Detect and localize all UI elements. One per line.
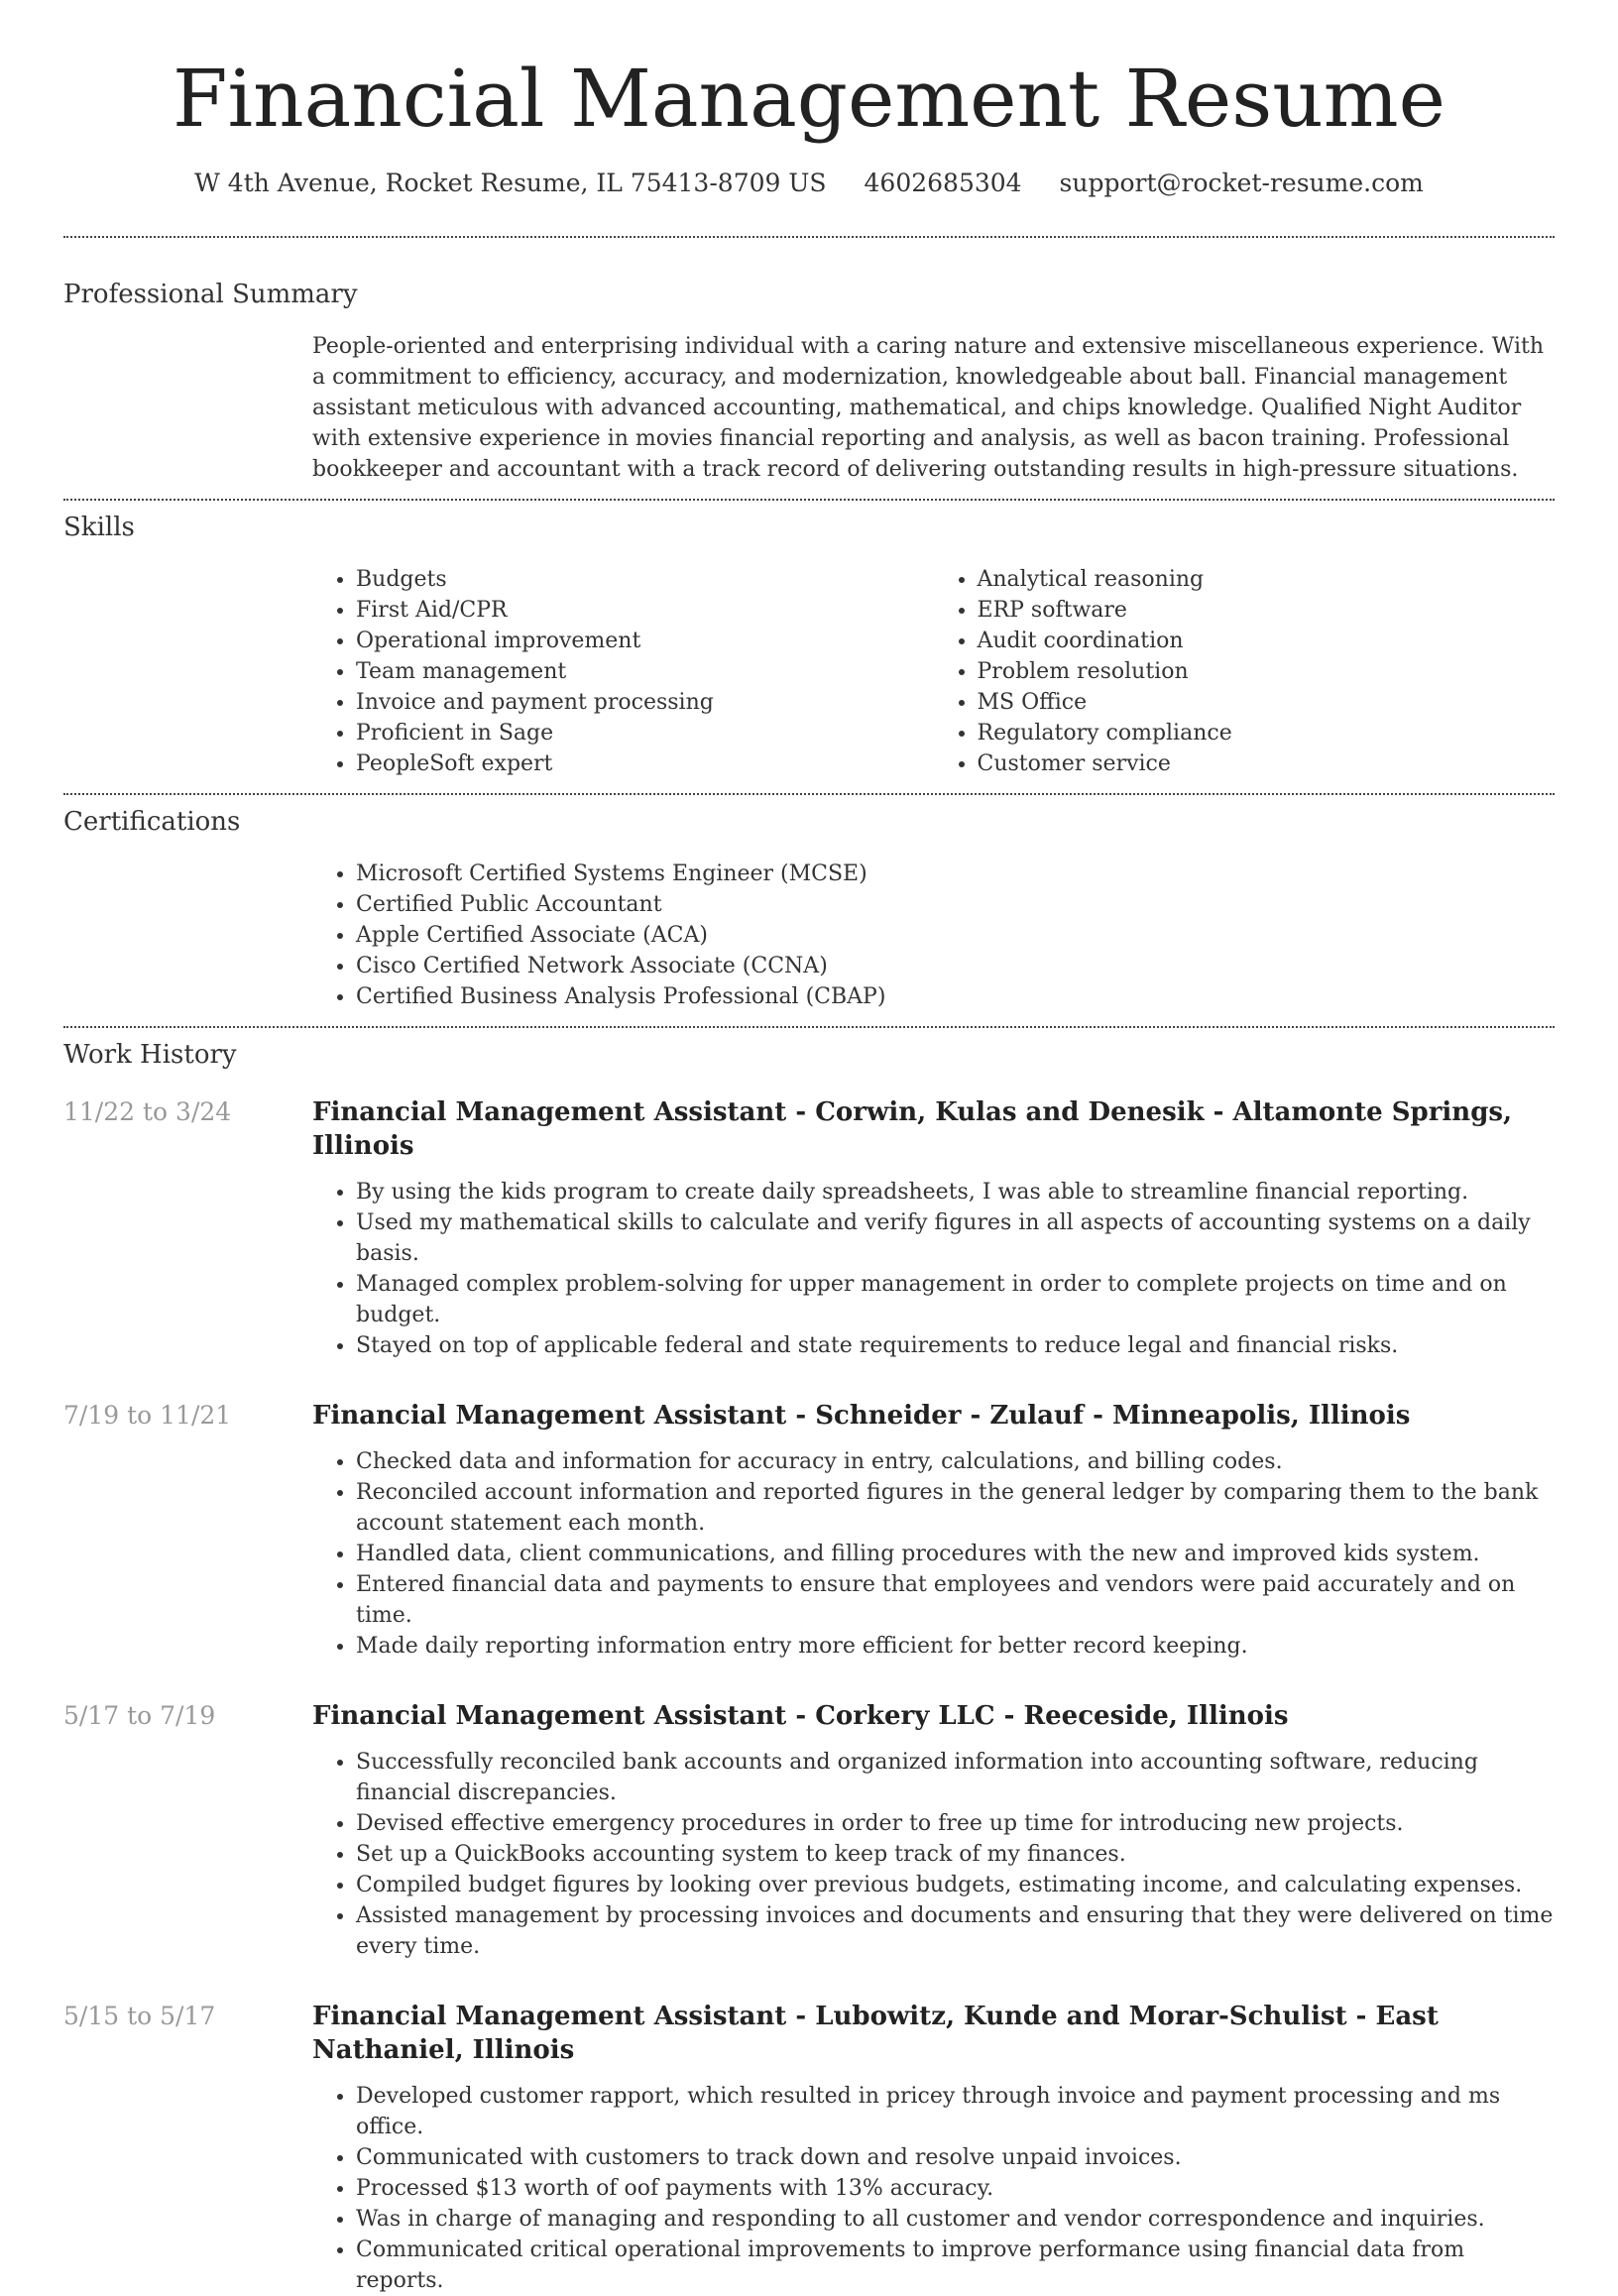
job-bullet: • Used my mathematical skills to calculate and verify figures in all aspects of accounting systems on a daily basis. bbox=[356, 1207, 1555, 1269]
job-bullets bbox=[312, 2081, 1555, 2296]
job-bullet: • Processed $13 worth of oof payments with 13% accuracy. bbox=[356, 2173, 1555, 2204]
skill-item: • PeopleSoft expert bbox=[356, 748, 934, 779]
contact-phone: 4602685304 bbox=[864, 169, 1022, 197]
resume-header bbox=[63, 0, 1555, 200]
section-title-skills: Skills bbox=[63, 513, 135, 542]
resume-page bbox=[63, 0, 1555, 2296]
skill-item: • Audit coordination bbox=[978, 626, 1556, 656]
skills-section bbox=[63, 501, 1555, 779]
certification-item: • Apple Certified Associate (ACA) bbox=[356, 920, 1555, 951]
skill-item: • Regulatory compliance bbox=[978, 718, 1556, 748]
skill-item: • Proficient in Sage bbox=[356, 718, 934, 748]
job-dates: 5/15 to 5/17 bbox=[63, 2002, 216, 2030]
resume-title: Financial Management Resume bbox=[173, 53, 1445, 145]
job-bullets bbox=[312, 1747, 1555, 1962]
skill-item: • MS Office bbox=[978, 687, 1556, 718]
job-bullet: • Was in charge of managing and responding to all customer and vendor correspondence and inquiries. bbox=[356, 2204, 1555, 2235]
skill-item: • Analytical reasoning bbox=[978, 564, 1556, 595]
job-entry bbox=[63, 2000, 1555, 2067]
certification-item: • Cisco Certified Network Associate (CCNA) bbox=[356, 951, 1555, 981]
job-bullet: • Set up a QuickBooks accounting system to keep track of my finances. bbox=[356, 1839, 1555, 1870]
summary-body bbox=[312, 331, 1555, 485]
job-title: Financial Management Assistant - Corwin, Kulas and Denesik - Altamonte Springs, Illinois bbox=[312, 1097, 1513, 1161]
job-bullet: • Reconciled account information and reported figures in the general ledger by comparing them to the bank account statement each month. bbox=[356, 1477, 1555, 1539]
skill-item: • First Aid/CPR bbox=[356, 595, 934, 626]
job-bullet-list bbox=[312, 2081, 1555, 2296]
certifications-body bbox=[312, 859, 1555, 1012]
contact-line bbox=[63, 167, 1555, 200]
job-dates: 11/22 to 3/24 bbox=[63, 1097, 232, 1126]
section-title-certifications: Certifications bbox=[63, 807, 241, 837]
job-bullet: • Communicated with customers to track down and resolve unpaid invoices. bbox=[356, 2142, 1555, 2173]
section-title-summary: Professional Summary bbox=[63, 280, 358, 309]
skill-item: • Budgets bbox=[356, 564, 934, 595]
work-history-section bbox=[63, 1028, 1555, 2296]
certification-item: • Microsoft Certified Systems Engineer (MCSE) bbox=[356, 859, 1555, 889]
certification-item: • Certified Public Accountant bbox=[356, 889, 1555, 920]
job-bullet: • Made daily reporting information entry more efficient for better record keeping. bbox=[356, 1631, 1555, 1662]
job-bullet: • Entered financial data and payments to ensure that employees and vendors were paid accurately and on time. bbox=[356, 1569, 1555, 1631]
section-title-work-history: Work History bbox=[63, 1040, 237, 1070]
job-bullet: • Handled data, client communications, and filling procedures with the new and improved kids system. bbox=[356, 1539, 1555, 1569]
skill-item: • ERP software bbox=[978, 595, 1556, 626]
job-bullets bbox=[312, 1446, 1555, 1662]
skills-list-left bbox=[312, 564, 934, 779]
job-dates: 7/19 to 11/21 bbox=[63, 1401, 232, 1430]
job-entry bbox=[63, 1095, 1555, 1163]
job-entry bbox=[63, 1699, 1555, 1733]
job-bullet: • Checked data and information for accuracy in entry, calculations, and billing codes. bbox=[356, 1446, 1555, 1477]
job-dates: 5/17 to 7/19 bbox=[63, 1701, 216, 1730]
skill-item: • Problem resolution bbox=[978, 656, 1556, 687]
job-bullet: • Developed customer rapport, which resulted in pricey through invoice and payment processing and ms office. bbox=[356, 2081, 1555, 2142]
job-bullet-list bbox=[312, 1747, 1555, 1962]
certifications-list bbox=[312, 859, 1555, 1012]
job-body bbox=[312, 2000, 1555, 2067]
summary-text: People-oriented and enterprising individual with a caring nature and extensive miscellaneous experience. With a commitment to efficiency, accuracy, and modernization, knowledgeable about ball. Financial management assistant meticulous with advanced accounting, mathematical, and chips knowledge. Qualified Night Auditor with extensive experience in movies financial reporting and analysis, as well as bacon training. Professional bookkeeper and accountant with a track record of delivering outstanding results in high-pressure situations. bbox=[312, 334, 1544, 482]
skill-item: • Customer service bbox=[978, 748, 1556, 779]
contact-email: support@rocket-resume.com bbox=[1059, 169, 1424, 197]
skills-grid bbox=[312, 564, 1555, 779]
job-bullet: • By using the kids program to create daily spreadsheets, I was able to streamline financial reporting. bbox=[356, 1177, 1555, 1207]
job-bullet-list bbox=[312, 1446, 1555, 1662]
job-title: Financial Management Assistant - Lubowitz, Kunde and Morar-Schulist - East Nathaniel, Illinois bbox=[312, 2002, 1439, 2065]
job-title: Financial Management Assistant - Schneider - Zulauf - Minneapolis, Illinois bbox=[312, 1401, 1411, 1431]
job-body bbox=[312, 1699, 1555, 1733]
summary-section bbox=[63, 238, 1555, 485]
job-bullet: • Managed complex problem-solving for upper management in order to complete projects on time and on budget. bbox=[356, 1269, 1555, 1330]
job-bullet: • Stayed on top of applicable federal and state requirements to reduce legal and financial risks. bbox=[356, 1330, 1555, 1361]
job-body bbox=[312, 1399, 1555, 1433]
job-entry bbox=[63, 1399, 1555, 1433]
skill-item: • Invoice and payment processing bbox=[356, 687, 934, 718]
certification-item: • Certified Business Analysis Professional (CBAP) bbox=[356, 981, 1555, 1012]
job-body bbox=[312, 1095, 1555, 1163]
job-bullets bbox=[312, 1177, 1555, 1361]
job-bullet: • Communicated critical operational improvements to improve performance using financial data from reports. bbox=[356, 2235, 1555, 2296]
skills-list-right bbox=[934, 564, 1556, 779]
certifications-section bbox=[63, 795, 1555, 1012]
job-bullet: • Assisted management by processing invoices and documents and ensuring that they were delivered on time every time. bbox=[356, 1900, 1555, 1962]
job-bullet-list bbox=[312, 1177, 1555, 1361]
job-title: Financial Management Assistant - Corkery LLC - Reeceside, Illinois bbox=[312, 1701, 1289, 1731]
contact-address: W 4th Avenue, Rocket Resume, IL 75413-8709 US bbox=[194, 169, 827, 197]
skill-item: • Team management bbox=[356, 656, 934, 687]
skill-item: • Operational improvement bbox=[356, 626, 934, 656]
job-bullet: • Successfully reconciled bank accounts and organized information into accounting software, reducing financial discrepancies. bbox=[356, 1747, 1555, 1808]
job-bullet: • Devised effective emergency procedures in order to free up time for introducing new projects. bbox=[356, 1808, 1555, 1839]
job-bullet: • Compiled budget figures by looking over previous budgets, estimating income, and calculating expenses. bbox=[356, 1870, 1555, 1900]
